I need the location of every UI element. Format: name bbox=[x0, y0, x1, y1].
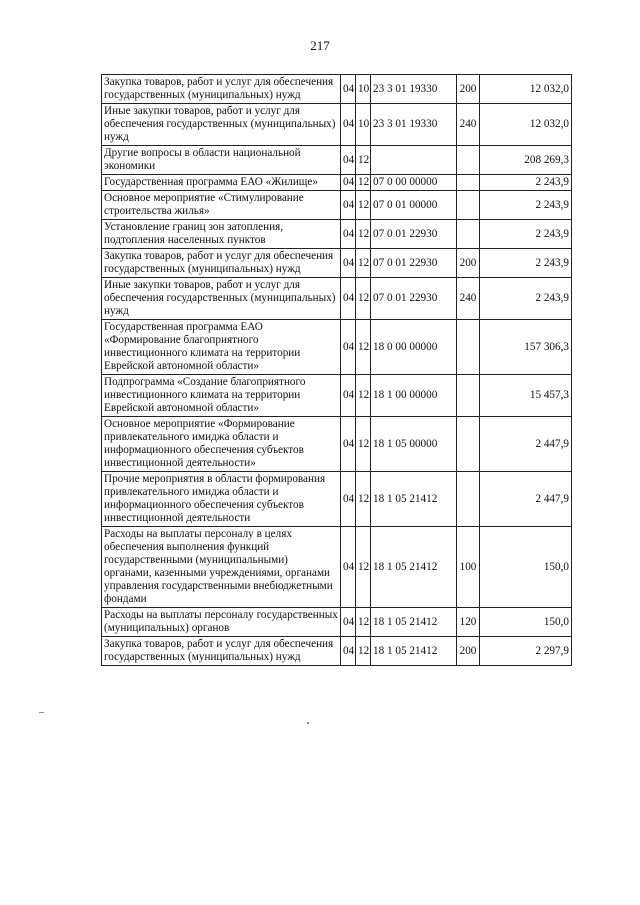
row-section: 04 bbox=[341, 75, 356, 104]
row-name: Государственная программа ЕАО «Жилище» bbox=[102, 175, 341, 191]
row-target-article: 07 0 00 00000 bbox=[371, 175, 457, 191]
row-amount: 2 243,9 bbox=[480, 175, 572, 191]
table-row bbox=[102, 249, 572, 278]
table-row bbox=[102, 220, 572, 249]
row-section: 04 bbox=[341, 220, 356, 249]
row-name: Основное мероприятие «Формирование привлекательного имиджа области и информационного обеспечения субъектов инвестиционной деятельности» bbox=[102, 417, 341, 472]
row-expense-type bbox=[457, 375, 480, 417]
row-subsection: 12 bbox=[356, 220, 371, 249]
row-expense-type bbox=[457, 220, 480, 249]
row-section: 04 bbox=[341, 146, 356, 175]
row-section: 04 bbox=[341, 320, 356, 375]
table-row bbox=[102, 375, 572, 417]
row-subsection: 12 bbox=[356, 527, 371, 608]
row-name: Основное мероприятие «Стимулирование строительства жилья» bbox=[102, 191, 341, 220]
row-section: 04 bbox=[341, 527, 356, 608]
row-subsection: 12 bbox=[356, 175, 371, 191]
row-amount: 12 032,0 bbox=[480, 75, 572, 104]
row-expense-type: 100 bbox=[457, 527, 480, 608]
row-subsection: 12 bbox=[356, 637, 371, 666]
row-expense-type bbox=[457, 472, 480, 527]
table-row bbox=[102, 637, 572, 666]
row-name: Закупка товаров, работ и услуг для обеспечения государственных (муниципальных) нужд bbox=[102, 637, 341, 666]
row-target-article: 18 1 05 21412 bbox=[371, 608, 457, 637]
table-row bbox=[102, 146, 572, 175]
row-amount: 2 447,9 bbox=[480, 472, 572, 527]
row-amount: 2 243,9 bbox=[480, 191, 572, 220]
row-subsection: 12 bbox=[356, 417, 371, 472]
row-name: Установление границ зон затопления, подтопления населенных пунктов bbox=[102, 220, 341, 249]
row-target-article: 18 1 05 21412 bbox=[371, 472, 457, 527]
row-expense-type: 120 bbox=[457, 608, 480, 637]
row-section: 04 bbox=[341, 278, 356, 320]
row-expense-type bbox=[457, 191, 480, 220]
row-target-article: 07 0 01 00000 bbox=[371, 191, 457, 220]
table-row bbox=[102, 175, 572, 191]
row-subsection: 12 bbox=[356, 472, 371, 527]
row-expense-type: 240 bbox=[457, 104, 480, 146]
row-amount: 150,0 bbox=[480, 608, 572, 637]
row-section: 04 bbox=[341, 472, 356, 527]
row-name: Иные закупки товаров, работ и услуг для обеспечения государственных (муниципальных) нужд bbox=[102, 278, 341, 320]
row-expense-type bbox=[457, 320, 480, 375]
table-row bbox=[102, 417, 572, 472]
row-expense-type: 200 bbox=[457, 249, 480, 278]
row-name: Закупка товаров, работ и услуг для обеспечения государственных (муниципальных) нужд bbox=[102, 75, 341, 104]
table-row bbox=[102, 278, 572, 320]
row-expense-type bbox=[457, 417, 480, 472]
row-target-article bbox=[371, 146, 457, 175]
row-subsection: 12 bbox=[356, 320, 371, 375]
row-expense-type bbox=[457, 175, 480, 191]
scan-dot bbox=[307, 722, 309, 724]
row-name: Прочие мероприятия в области формирования привлекательного имиджа области и информационного обеспечения субъектов инвестиционной деятельности bbox=[102, 472, 341, 527]
row-expense-type: 200 bbox=[457, 75, 480, 104]
table-row bbox=[102, 320, 572, 375]
row-section: 04 bbox=[341, 175, 356, 191]
row-amount: 2 243,9 bbox=[480, 249, 572, 278]
row-section: 04 bbox=[341, 637, 356, 666]
row-name: Закупка товаров, работ и услуг для обеспечения государственных (муниципальных) нужд bbox=[102, 249, 341, 278]
row-subsection: 10 bbox=[356, 104, 371, 146]
row-amount: 12 032,0 bbox=[480, 104, 572, 146]
scan-mark bbox=[39, 712, 44, 713]
row-subsection: 12 bbox=[356, 249, 371, 278]
table-row bbox=[102, 75, 572, 104]
row-section: 04 bbox=[341, 417, 356, 472]
row-amount: 2 447,9 bbox=[480, 417, 572, 472]
row-subsection: 12 bbox=[356, 278, 371, 320]
row-subsection: 10 bbox=[356, 75, 371, 104]
row-name: Иные закупки товаров, работ и услуг для обеспечения государственных (муниципальных) нужд bbox=[102, 104, 341, 146]
row-name: Расходы на выплаты персоналу в целях обеспечения выполнения функций государственными (муниципальными) органами, казенными учреждениями, органами управления государственными внебюджетными фондами bbox=[102, 527, 341, 608]
row-target-article: 07 0 01 22930 bbox=[371, 278, 457, 320]
row-subsection: 12 bbox=[356, 146, 371, 175]
row-amount: 2 243,9 bbox=[480, 220, 572, 249]
row-section: 04 bbox=[341, 249, 356, 278]
table-row bbox=[102, 191, 572, 220]
row-target-article: 18 0 00 00000 bbox=[371, 320, 457, 375]
row-subsection: 12 bbox=[356, 608, 371, 637]
row-amount: 157 306,3 bbox=[480, 320, 572, 375]
table-row bbox=[102, 608, 572, 637]
row-section: 04 bbox=[341, 191, 356, 220]
row-target-article: 07 0 01 22930 bbox=[371, 249, 457, 278]
table-row bbox=[102, 472, 572, 527]
row-expense-type bbox=[457, 146, 480, 175]
row-subsection: 12 bbox=[356, 191, 371, 220]
row-target-article: 23 3 01 19330 bbox=[371, 104, 457, 146]
row-expense-type: 240 bbox=[457, 278, 480, 320]
page-number: 217 bbox=[310, 38, 330, 53]
row-subsection: 12 bbox=[356, 375, 371, 417]
row-section: 04 bbox=[341, 104, 356, 146]
table-row bbox=[102, 104, 572, 146]
row-section: 04 bbox=[341, 375, 356, 417]
row-name: Другие вопросы в области национальной экономики bbox=[102, 146, 341, 175]
row-expense-type: 200 bbox=[457, 637, 480, 666]
row-amount: 150,0 bbox=[480, 527, 572, 608]
row-target-article: 23 3 01 19330 bbox=[371, 75, 457, 104]
row-target-article: 18 1 00 00000 bbox=[371, 375, 457, 417]
row-amount: 2 243,9 bbox=[480, 278, 572, 320]
row-target-article: 18 1 05 00000 bbox=[371, 417, 457, 472]
row-name: Подпрограмма «Создание благоприятного инвестиционного климата на территории Еврейской автономной области» bbox=[102, 375, 341, 417]
row-amount: 15 457,3 bbox=[480, 375, 572, 417]
table-row bbox=[102, 527, 572, 608]
row-amount: 2 297,9 bbox=[480, 637, 572, 666]
budget-table bbox=[101, 74, 572, 666]
row-target-article: 07 0 01 22930 bbox=[371, 220, 457, 249]
row-amount: 208 269,3 bbox=[480, 146, 572, 175]
row-target-article: 18 1 05 21412 bbox=[371, 527, 457, 608]
row-target-article: 18 1 05 21412 bbox=[371, 637, 457, 666]
row-name: Расходы на выплаты персоналу государственных (муниципальных) органов bbox=[102, 608, 341, 637]
row-name: Государственная программа ЕАО «Формирование благоприятного инвестиционного климата на территории Еврейской автономной области» bbox=[102, 320, 341, 375]
row-section: 04 bbox=[341, 608, 356, 637]
